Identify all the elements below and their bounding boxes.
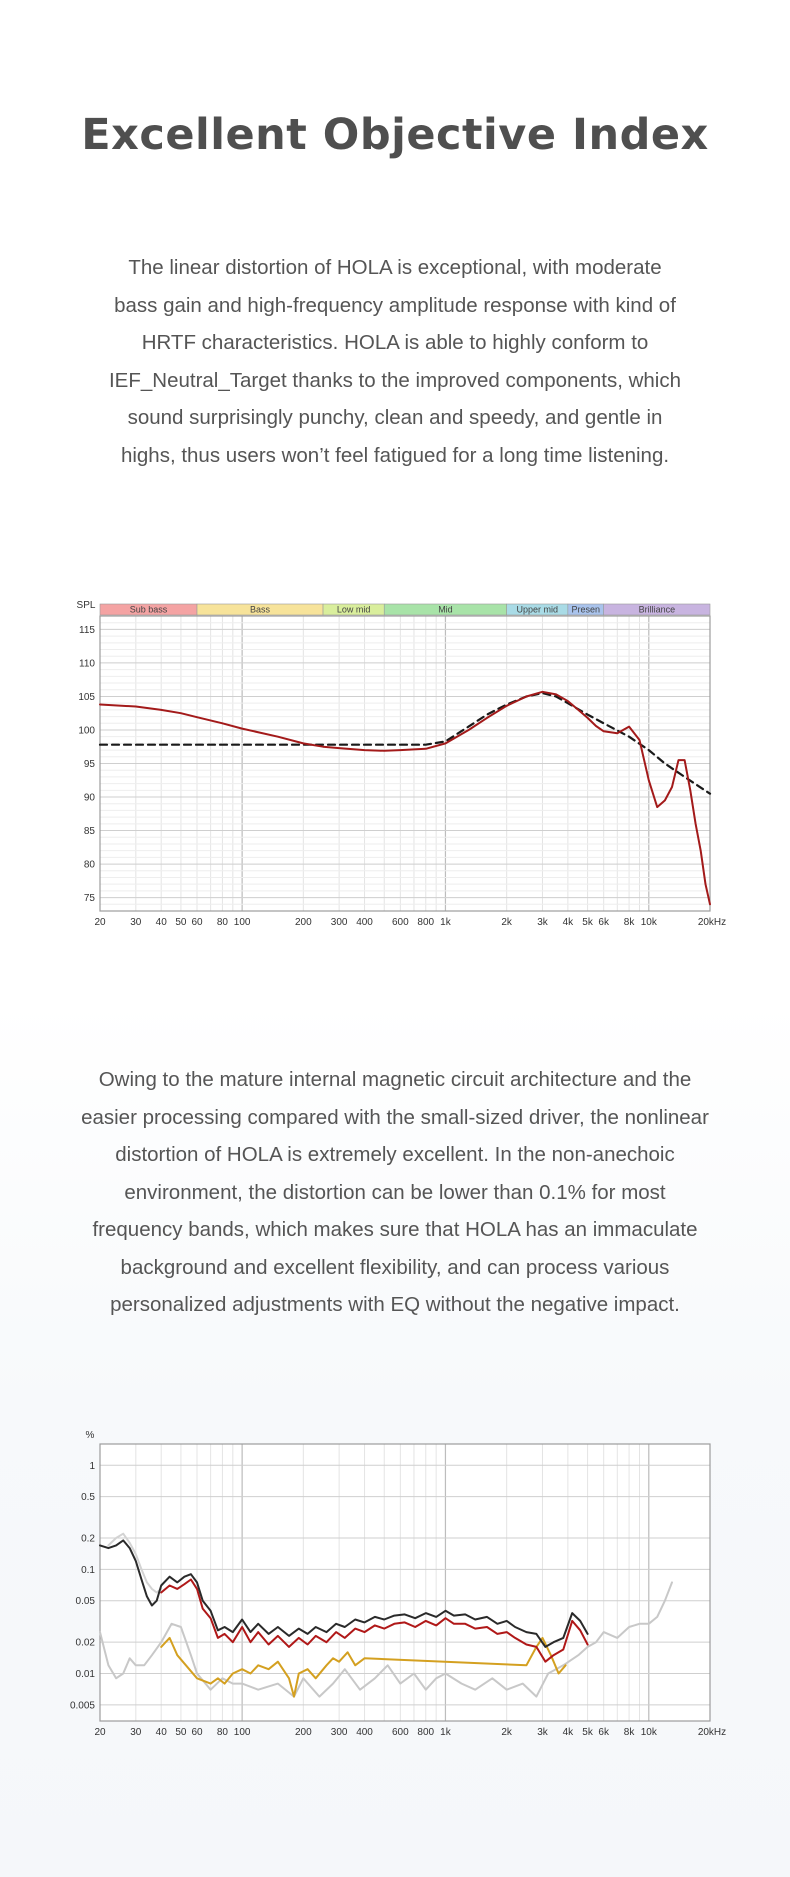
x-tick-label: 3k [537,1727,548,1738]
x-tick-label: 100 [233,1727,251,1738]
y-tick-label: 0.5 [81,1492,95,1504]
x-tick-label: 200 [294,917,312,928]
x-tick-label: 3k [537,917,548,928]
paragraph-line: personalized adjustments with EQ without the negative impact. [110,1293,680,1316]
x-tick-label: 100 [233,917,251,928]
band-label: Bass [250,604,271,615]
x-tick-label: 8k [623,917,635,928]
distortion-paragraph [60,1061,730,1324]
frequency-response-chart [0,597,790,937]
y-tick-label: 85 [83,826,95,838]
paragraph-line: Owing to the mature internal magnetic circuit architecture and the [98,1068,692,1091]
x-tick-label: 60 [191,917,203,928]
y-axis-label: % [85,1430,95,1441]
paragraph-line: environment, the distortion can be lower than 0.1% for most [124,1180,666,1204]
x-tick-label: 400 [356,1727,373,1738]
paragraph-line: sound surprisingly punchy, clean and speedy, and gentle in [127,406,663,429]
y-tick-label: 0.005 [69,1700,95,1712]
x-tick-label: 2k [501,1727,512,1738]
y-tick-label: 110 [79,658,95,670]
paragraph-line: highs, thus users won’t feel fatigued for a long time listening. [120,443,670,467]
x-tick-label: 300 [330,1727,348,1738]
x-tick-label: 80 [216,917,228,928]
x-tick-label: 8k [623,1727,635,1738]
y-tick-label: 0.01 [75,1669,95,1681]
band-label: Presen [571,604,601,615]
y-tick-label: 0.02 [75,1637,95,1649]
band-label: Upper mid [516,604,559,615]
x-tick-label: 600 [392,917,409,928]
x-tick-label: 20kHz [697,1727,727,1738]
x-tick-label: 50 [175,917,187,928]
page-title: Excellent Objective Index [81,110,709,160]
x-tick-label: 1k [440,917,451,928]
y-tick-label: 115 [79,624,95,636]
x-tick-label: 4k [562,1727,574,1738]
x-tick-label: 20 [94,917,106,928]
y-tick-label: 105 [78,691,95,703]
x-tick-label: 30 [130,1727,142,1738]
band-label: Low mid [336,604,371,615]
x-tick-label: 300 [330,917,348,928]
x-tick-label: 20 [94,1727,106,1738]
paragraph-line: background and excellent flexibility, and can process various [120,1255,670,1279]
x-tick-label: 4k [562,917,574,928]
y-tick-label: 0.05 [75,1596,95,1608]
x-tick-label: 60 [191,1727,203,1738]
x-tick-label: 20kHz [697,917,727,928]
x-tick-label: 5k [582,917,593,928]
paragraph-line: HRTF characteristics. HOLA is able to highly conform to [141,331,649,354]
x-tick-label: 2k [501,917,512,928]
x-tick-label: 40 [155,1727,167,1738]
x-tick-label: 50 [175,1727,187,1738]
intro-paragraph [60,249,730,474]
x-tick-label: 10k [640,1727,657,1738]
y-tick-label: 0.1 [81,1564,95,1576]
x-tick-label: 30 [130,917,142,928]
paragraph-line: easier processing compared with the small-sized driver, the nonlinear [81,1105,709,1129]
x-tick-label: 1k [440,1727,451,1738]
paragraph-line: frequency bands, which makes sure that HOLA has an immaculate [92,1218,698,1241]
x-tick-label: 600 [392,1727,409,1738]
band-label: Mid [438,604,453,615]
band-label: Brilliance [638,604,676,615]
x-tick-label: 80 [216,1727,228,1738]
paragraph-line: IEF_Neutral_Target thanks to the improved components, which [108,368,682,392]
y-tick-label: 0.2 [81,1533,95,1545]
y-axis-label: SPL [76,600,96,611]
x-tick-label: 800 [417,1727,435,1738]
y-tick-label: 75 [83,893,95,905]
x-tick-label: 400 [356,917,373,928]
x-tick-label: 40 [155,917,167,928]
distortion-chart [0,1424,790,1744]
x-tick-label: 5k [582,1727,593,1738]
paragraph-line: bass gain and high-frequency amplitude response with kind of [114,293,676,317]
y-tick-label: 90 [83,792,95,804]
y-tick-label: 95 [83,759,95,770]
y-tick-label: 1 [89,1460,95,1472]
paragraph-line: distortion of HOLA is extremely excellent. In the non-anechoic [115,1143,675,1166]
x-tick-label: 10k [640,917,657,928]
x-tick-label: 800 [417,917,435,928]
band-label: Sub bass [129,604,168,615]
x-tick-label: 6k [598,917,609,928]
y-tick-label: 80 [83,859,95,871]
paragraph-line: The linear distortion of HOLA is exceptional, with moderate [128,256,662,279]
x-tick-label: 200 [294,1727,312,1738]
y-tick-label: 100 [78,725,95,737]
x-tick-label: 6k [598,1727,609,1738]
